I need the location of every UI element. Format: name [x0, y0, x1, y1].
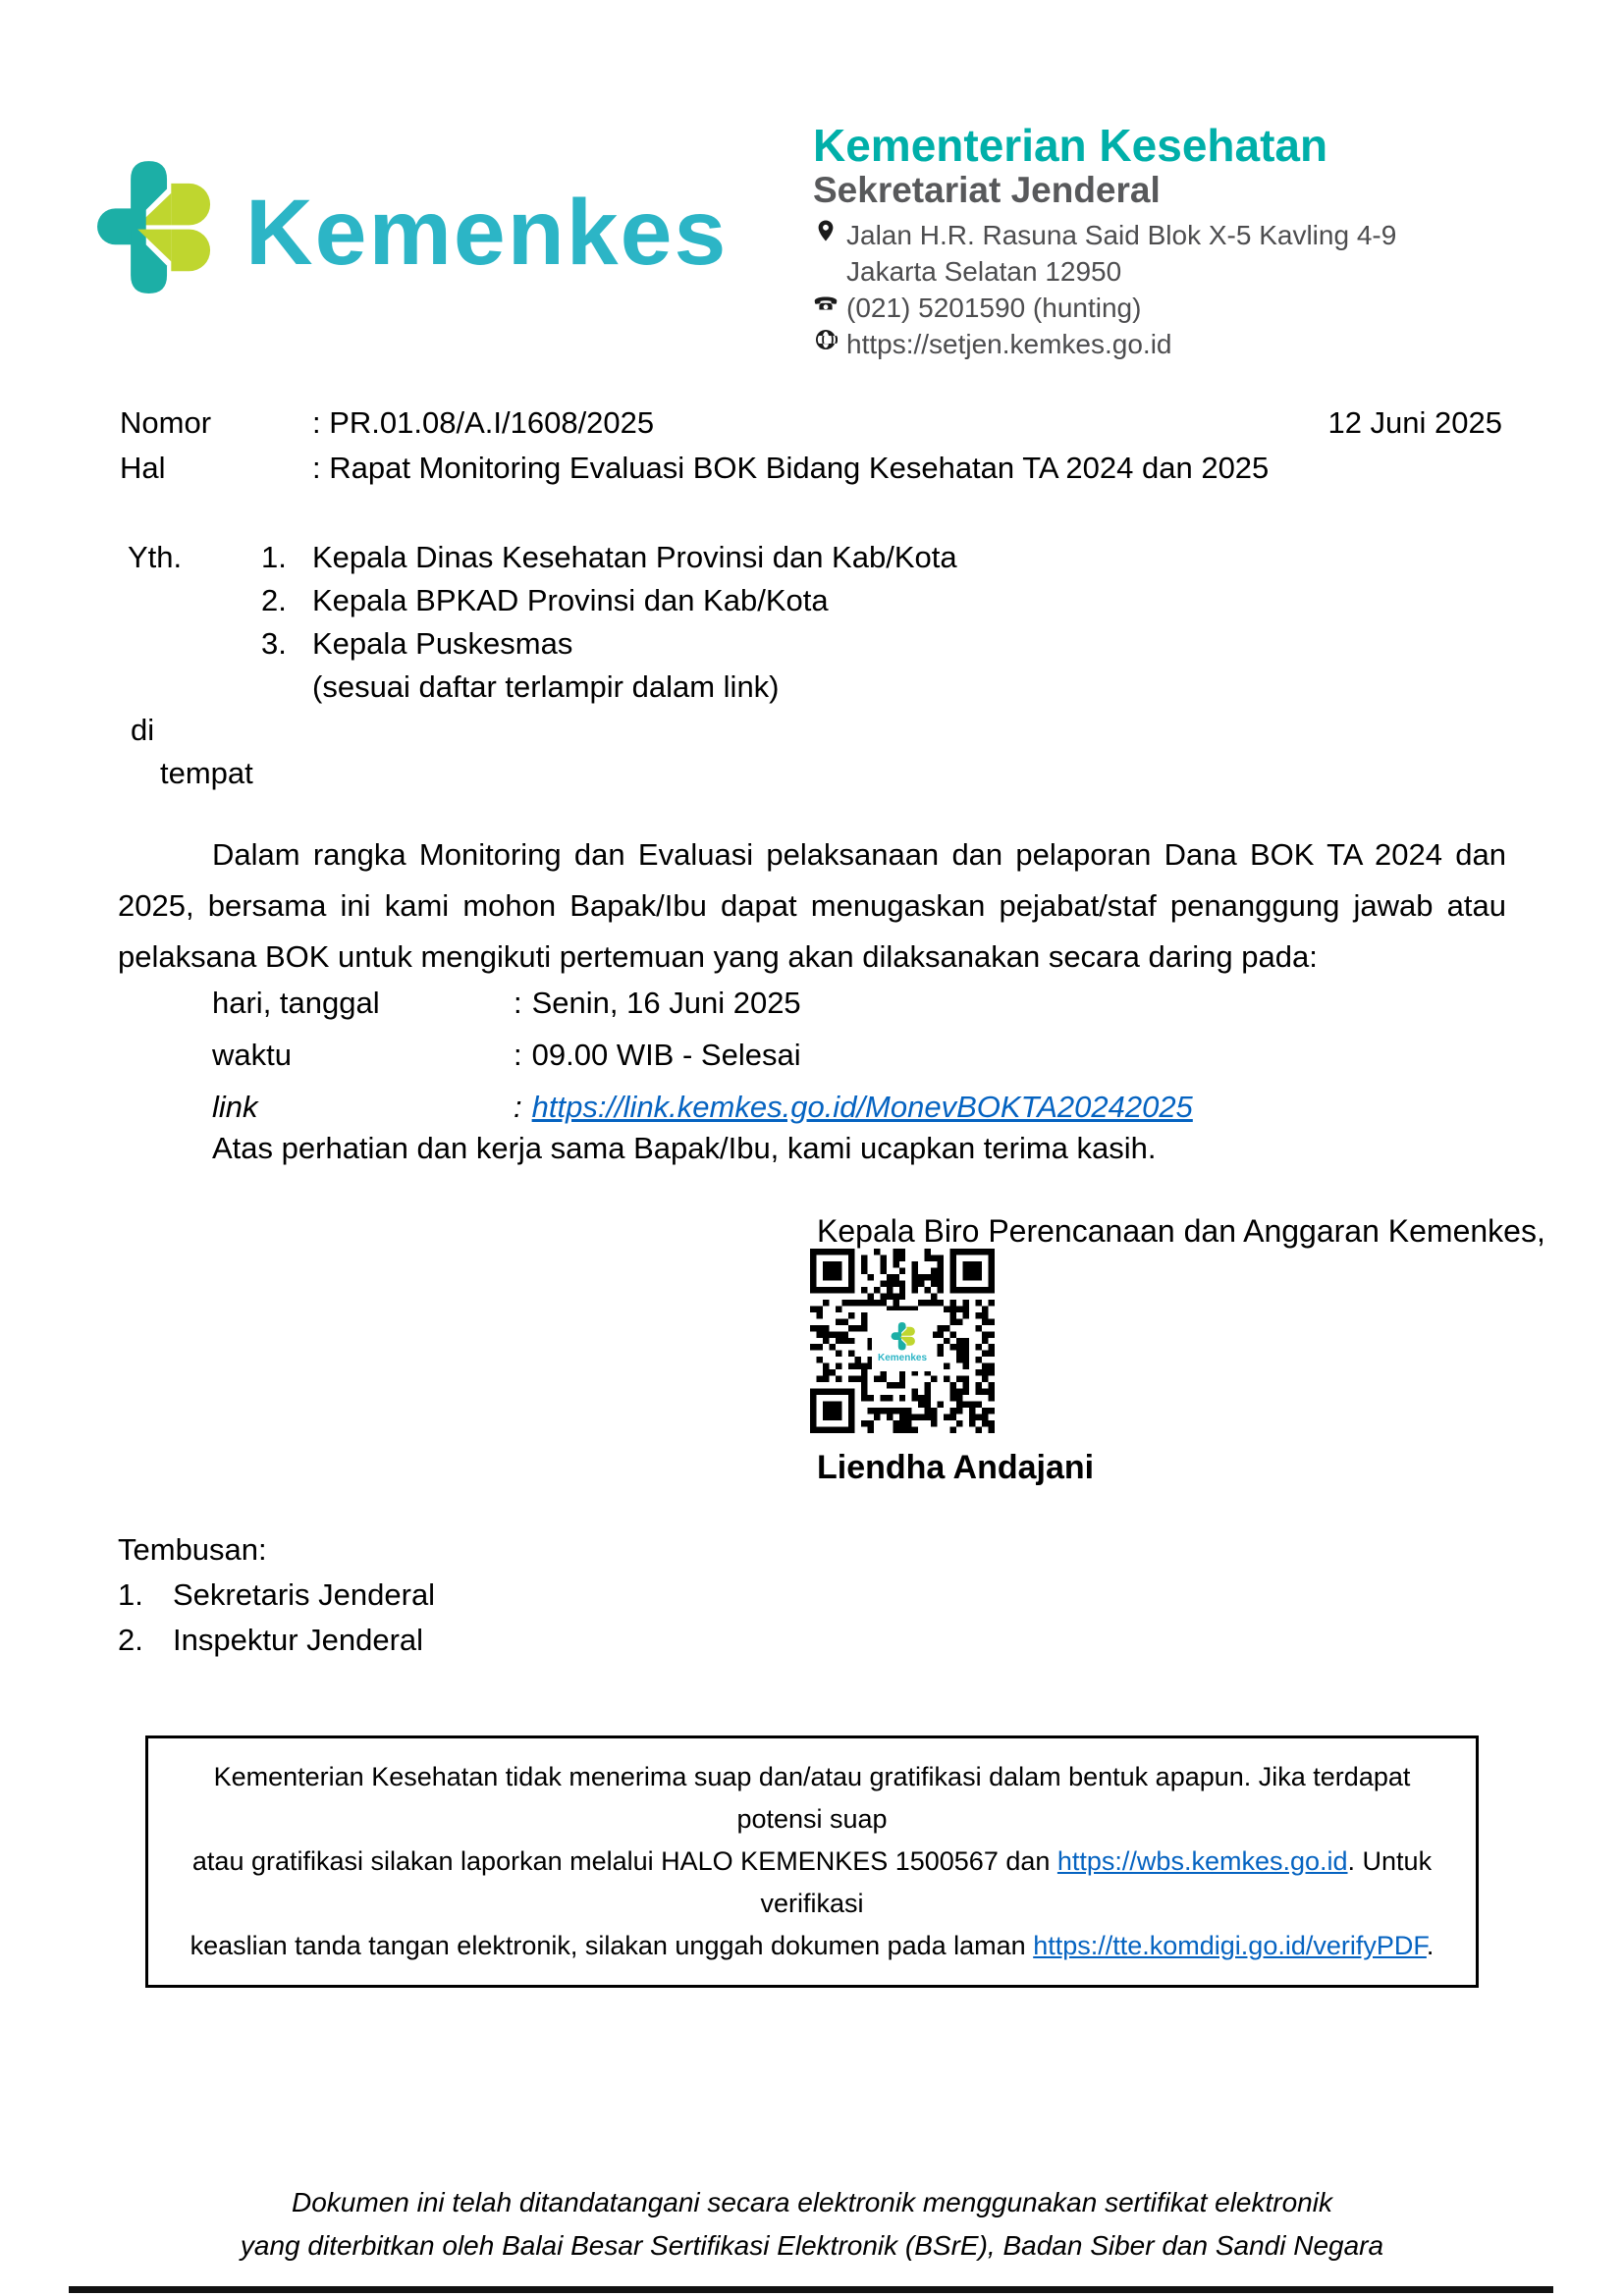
di-label: di [131, 713, 155, 747]
tembusan-number: 2. [118, 1623, 143, 1657]
detail-value: 09.00 WIB - Selesai [531, 1038, 801, 1072]
recipient-item: Kepala Dinas Kesehatan Provinsi dan Kab/Kota [312, 540, 957, 574]
phone-icon [813, 290, 839, 317]
nomor-value: : PR.01.08/A.I/1608/2025 [312, 405, 655, 440]
detail-row-date: hari, tanggal : Senin, 16 Juni 2025 [212, 977, 1193, 1029]
qr-code [810, 1249, 995, 1433]
hal-label: Hal [120, 451, 166, 485]
globe-icon [813, 326, 839, 353]
disclaimer-line-1: Kementerian Kesehatan tidak menerima suap dan/atau gratifikasi dalam bentuk apapun. Jika terdapat potensi suap [213, 1762, 1411, 1834]
kemenkes-logo [81, 145, 220, 302]
tempat-label: tempat [160, 756, 253, 790]
tte-verify-link[interactable]: https://tte.komdigi.go.id/verifyPDF [1033, 1931, 1427, 1960]
disclaimer-line-2: atau gratifikasi silakan laporkan melalui HALO KEMENKES 1500567 dan https://wbs.kemkes.go.id. Untuk verifikasi [191, 1846, 1433, 1918]
tembusan-item: Inspektur Jenderal [173, 1623, 424, 1657]
body-paragraph: Dalam rangka Monitoring dan Evaluasi pelaksanaan dan pelaporan Dana BOK TA 2024 dan 2025, bersama ini kami mohon Bapak/Ibu dapat menugaskan pejabat/staf penanggung jawab atau pelaksana BOK untuk mengikuti pertemuan yang akan dilaksanakan secara daring pada: [118, 837, 1506, 974]
recipients-block [128, 536, 957, 709]
nomor-label: Nomor [120, 405, 212, 440]
location-pin-icon [813, 217, 839, 244]
meeting-details [212, 977, 1193, 1133]
closing-paragraph: Atas perhatian dan kerja sama Bapak/Ibu, kami ucapkan terima kasih. [212, 1131, 1157, 1165]
website-url: https://setjen.kemkes.go.id [846, 328, 1172, 359]
recipient-number: 2. [261, 583, 287, 617]
recipient-number: 1. [261, 540, 287, 574]
signature-title: Kepala Biro Perencanaan dan Anggaran Kemenkes, [817, 1213, 1545, 1249]
signatory-name: Liendha Andajani [817, 1449, 1095, 1486]
recipients-salutation: Yth. [128, 540, 183, 574]
bottom-rule [69, 2286, 1553, 2293]
tembusan-block [118, 1527, 435, 1663]
letterhead-org-block [813, 122, 1396, 362]
tembusan-label: Tembusan: [118, 1532, 267, 1567]
qr-center-logo [872, 1310, 933, 1371]
ministry-name: Kementerian Kesehatan [813, 120, 1328, 171]
footer-note-line-2: yang diterbitkan oleh Balai Besar Sertifikasi Elektronik (BSrE), Badan Siber dan Sandi Negara [240, 2230, 1384, 2261]
disclaimer-box [145, 1735, 1479, 1988]
recipient-item: Kepala Puskesmas [312, 626, 573, 661]
tembusan-item: Sekretaris Jenderal [173, 1577, 436, 1612]
hal-value: : Rapat Monitoring Evaluasi BOK Bidang Kesehatan TA 2024 dan 2025 [312, 451, 1270, 485]
wbs-link[interactable]: https://wbs.kemkes.go.id [1056, 1846, 1348, 1876]
detail-label: hari, tanggal [212, 986, 380, 1020]
phone-number: (021) 5201590 (hunting) [846, 292, 1142, 323]
disclaimer-line-3: keaslian tanda tangan elektronik, silakan unggah dokumen pada laman https://tte.komdigi.go.id/verifyPDF. [189, 1931, 1435, 1960]
footer-note-line-1: Dokumen ini telah ditandatangani secara elektronik menggunakan sertifikat elektronik [292, 2187, 1332, 2217]
nomor-row [120, 405, 654, 441]
qr-center-label: Kemenkes [877, 1352, 928, 1363]
logo-wordmark: Kemenkes [245, 181, 729, 285]
address-line-1: Jalan H.R. Rasuna Said Blok X-5 Kavling 4-9 [846, 219, 1397, 250]
recipient-note: (sesuai daftar terlampir dalam link) [312, 669, 780, 704]
detail-row-link: link : https://link.kemkes.go.id/MonevBOKTA20242025 [212, 1081, 1193, 1133]
unit-name: Sekretariat Jenderal [813, 170, 1161, 211]
detail-value: Senin, 16 Juni 2025 [531, 986, 801, 1020]
address-line-2: Jakarta Selatan 12950 [846, 255, 1122, 287]
detail-label: link [212, 1090, 258, 1124]
detail-label: waktu [212, 1038, 292, 1072]
hal-row [120, 451, 1269, 486]
recipient-item: Kepala BPKAD Provinsi dan Kab/Kota [312, 583, 829, 617]
letter-date: 12 Juni 2025 [1327, 405, 1502, 440]
detail-row-time: waktu : 09.00 WIB - Selesai [212, 1029, 1193, 1081]
footer-note [0, 2181, 1624, 2268]
meeting-link[interactable]: https://link.kemkes.go.id/MonevBOKTA20242025 [531, 1090, 1193, 1124]
recipient-number: 3. [261, 626, 287, 661]
tembusan-number: 1. [118, 1577, 143, 1612]
